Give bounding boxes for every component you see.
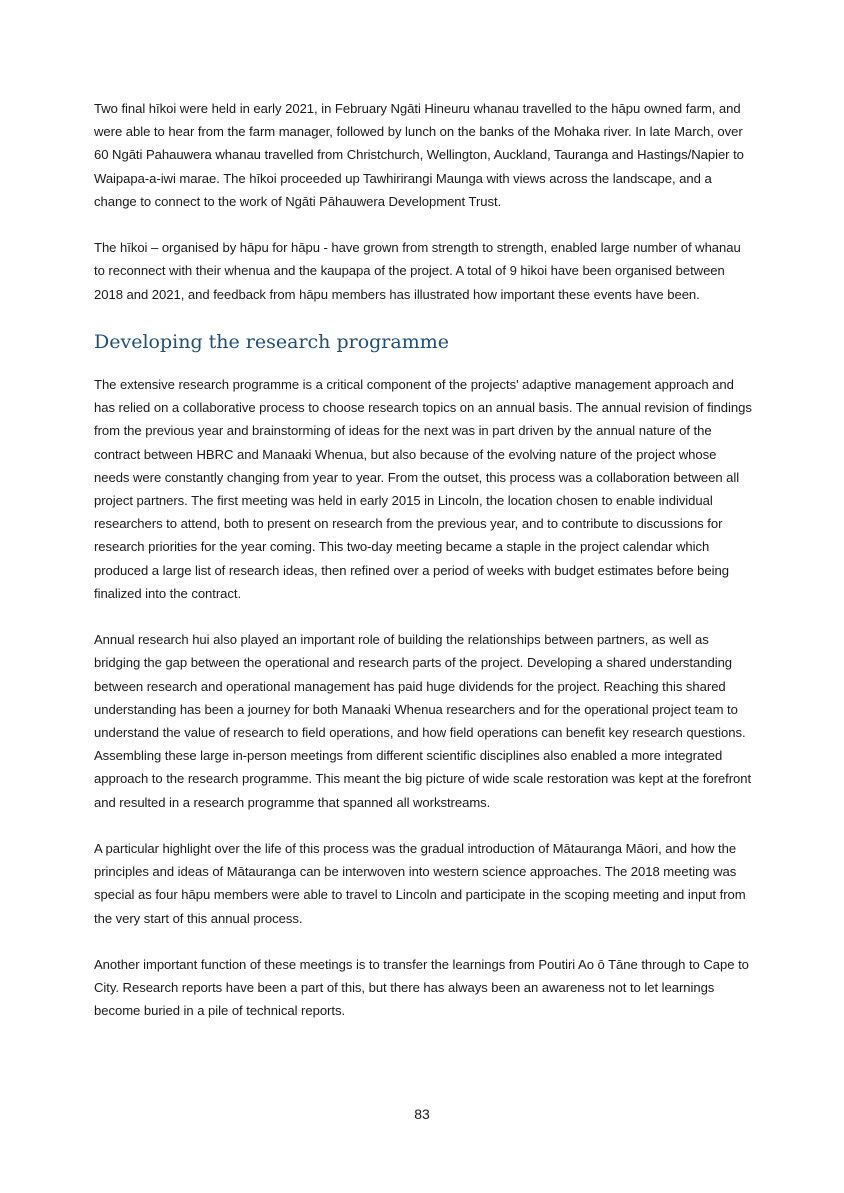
paragraph-research-hui: Annual research hui also played an important role of building the relationships between partners, as well as bridging the gap between the operational and research parts of the project. Developing a shared understanding between research and operational management has paid huge dividends for the project. Reaching this shared understanding has been a journey for both Manaaki Whenua researchers and for the operational project team to understand the value of research to field operations, and how field operations can benefit key research questions. Assembling these large in-person meetings from different scientific disciplines also enabled a more integrated approach to the research programme. This meant the big picture of wide scale restoration was kept at the forefront and resulted in a research programme that spanned all workstreams. — [94, 632, 752, 810]
section-heading: Developing the research programme — [94, 331, 449, 353]
paragraph-research-programme: The extensive research programme is a critical component of the projects' adaptive management approach and has relied on a collaborative process to choose research topics on an annual basis. The annual revision of findings from the previous year and brainstorming of ideas for the next was in part driven by the annual nature of the contract between HBRC and Manaaki Whenua, but also because of the evolving nature of the project whose needs were constantly changing from year to year. From the outset, this process was a collaboration between all project partners. The first meeting was held in early 2015 in Lincoln, the location chosen to enable individual researchers to attend, both to present on research from the previous year, and to contribute to discussions for research priorities for the year coming. This two-day meeting became a staple in the project calendar which produced a large list of research ideas, then refined over a period of weeks with budget estimates before being finalized into the contract. — [94, 377, 752, 601]
paragraph-learnings-transfer: Another important function of these meetings is to transfer the learnings from Poutiri Ao ō Tāne through to Cape to City. Research reports have been a part of this, but there has always been an awareness not to let learnings become buried in a pile of technical reports. — [94, 957, 749, 1019]
paragraph-hikoi-2021: Two final hīkoi were held in early 2021, in February Ngāti Hineuru whanau travelled to the hāpu owned farm, and were able to hear from the farm manager, followed by lunch on the banks of the Mohaka river. In late March, over 60 Ngāti Pahauwera whanau travelled from Christchurch, Wellington, Auckland, Tauranga and Hastings/Napier to Waipapa-a-iwi marae. The hīkoi proceeded up Tawhirirangi Maunga with views across the landscape, and a change to connect to the work of Ngāti Pāhauwera Development Trust. — [94, 101, 744, 209]
page-number: 83 — [414, 1106, 430, 1122]
paragraph-hikoi-summary: The hīkoi – organised by hāpu for hāpu - have grown from strength to strength, enabled large number of whanau to reconnect with their whenua and the kaupapa of the project. A total of 9 hikoi have been organised between 2018 and 2021, and feedback from hāpu members has illustrated how important these events have been. — [94, 240, 741, 302]
paragraph-matauranga: A particular highlight over the life of this process was the gradual introduction of Mātauranga Māori, and how the principles and ideas of Mātauranga can be interwoven into western science approaches. The 2018 meeting was special as four hāpu members were able to travel to Lincoln and participate in the scoping meeting and input from the very start of this annual process. — [94, 841, 746, 926]
page-content — [94, 97, 754, 1046]
